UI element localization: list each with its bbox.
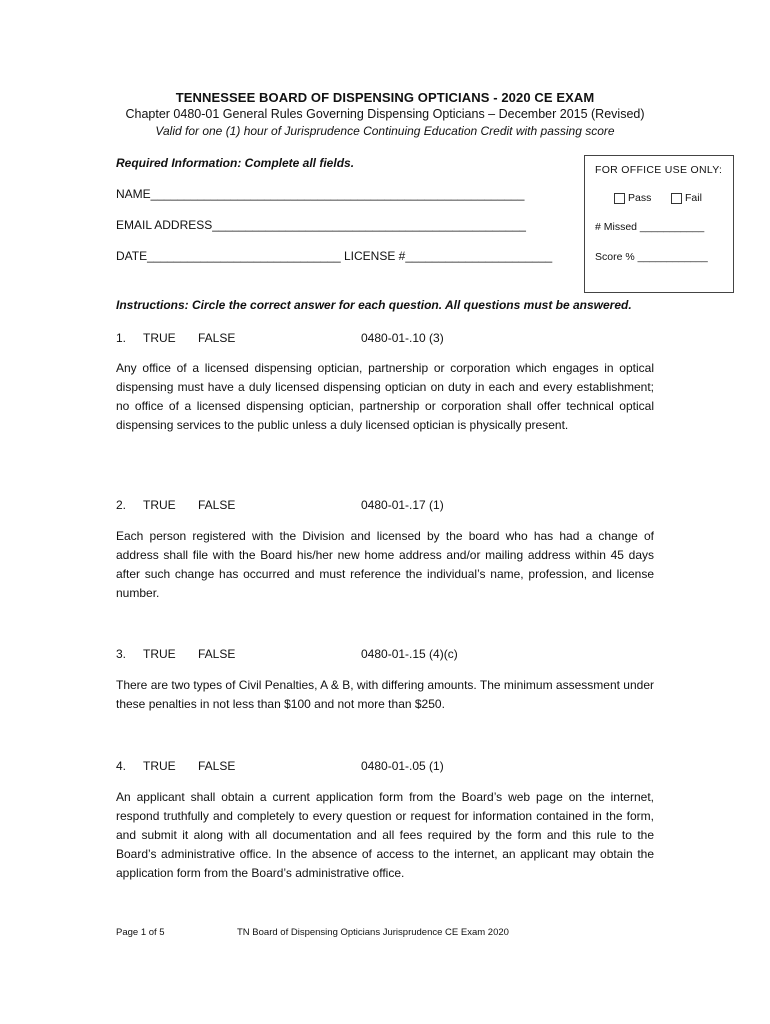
question-2-text: Each person registered with the Division and licensed by the board who has had a change of address shall file with the Board his/her new home address and/or mailing address within 45 days after such change has occurred and must reference the individual’s name, profession, and license number. (116, 529, 654, 600)
pass-checkbox[interactable] (614, 192, 651, 204)
false-option[interactable]: FALSE (198, 498, 236, 512)
question-number: 1. (116, 331, 127, 345)
checkbox-square-icon (614, 193, 625, 204)
checkbox-square-icon (671, 193, 682, 204)
office-use-box (584, 155, 734, 293)
exam-subtitle: Chapter 0480-01 General Rules Governing Dispensing Opticians – December 2015 (Revised) (125, 107, 645, 121)
rule-reference: 0480-01-.05 (1) (361, 759, 444, 773)
page-number: Page 1 of 5 (116, 927, 165, 938)
question-4-text: An applicant shall obtain a current application form from the Board’s web page on the internet, respond truthfully and completely to every question or request for information contained in the form, and submit it along with all documentation and all fees required by the form and this rule to the Board’s administrative office. In the absence of access to the internet, an applicant may obtain the application form from the Board’s administrative office. (116, 790, 654, 880)
question-1-text: Any office of a licensed dispensing optician, partnership or corporation which engages in optical dispensing must have a duly licensed dispensing optician on duty in each and every establishment; no office of a licensed dispensing optician, partnership or corporation shall offer technical optical dispensing services to the public unless a duly licensed optician is physically present. (116, 361, 654, 432)
score-percent-field[interactable]: Score % ____________ (595, 251, 708, 263)
true-option[interactable]: TRUE (143, 647, 176, 661)
question-3-text: There are two types of Civil Penalties, A & B, with differing amounts. The minimum assessment under these penalties in not less than $100 and not more than $250. (116, 678, 654, 711)
question-number: 4. (116, 759, 127, 773)
fail-checkbox[interactable] (671, 192, 702, 204)
rule-reference: 0480-01-.17 (1) (361, 498, 444, 512)
false-option[interactable]: FALSE (198, 759, 236, 773)
rule-reference: 0480-01-.15 (4)(c) (361, 647, 458, 661)
instructions: Instructions: Circle the correct answer for each question. All questions must be answered. (116, 298, 632, 312)
office-use-heading: FOR OFFICE USE ONLY: (595, 164, 723, 176)
false-option[interactable]: FALSE (198, 647, 236, 661)
credit-note: Valid for one (1) hour of Jurisprudence Continuing Education Credit with passing score (155, 124, 615, 138)
question-number: 3. (116, 647, 127, 661)
date-license-field[interactable]: DATE_____________________________ LICENSE #______________________ (116, 249, 553, 263)
pass-label: Pass (628, 192, 652, 204)
name-field[interactable]: NAME________________________________________________________ (116, 187, 525, 201)
false-option[interactable]: FALSE (198, 331, 236, 345)
question-number: 2. (116, 498, 127, 512)
exam-title: TENNESSEE BOARD OF DISPENSING OPTICIANS - 2020 CE EXAM (175, 90, 595, 105)
email-field[interactable]: EMAIL ADDRESS_______________________________________________ (116, 218, 526, 232)
footer-document-title: TN Board of Dispensing Opticians Jurisprudence CE Exam 2020 (237, 927, 509, 938)
fail-label: Fail (685, 192, 702, 204)
true-option[interactable]: TRUE (143, 331, 176, 345)
true-option[interactable]: TRUE (143, 759, 176, 773)
true-option[interactable]: TRUE (143, 498, 176, 512)
rule-reference: 0480-01-.10 (3) (361, 331, 444, 345)
required-info-heading: Required Information: Complete all fields. (116, 156, 355, 170)
missed-count-field[interactable]: # Missed ___________ (595, 221, 705, 233)
